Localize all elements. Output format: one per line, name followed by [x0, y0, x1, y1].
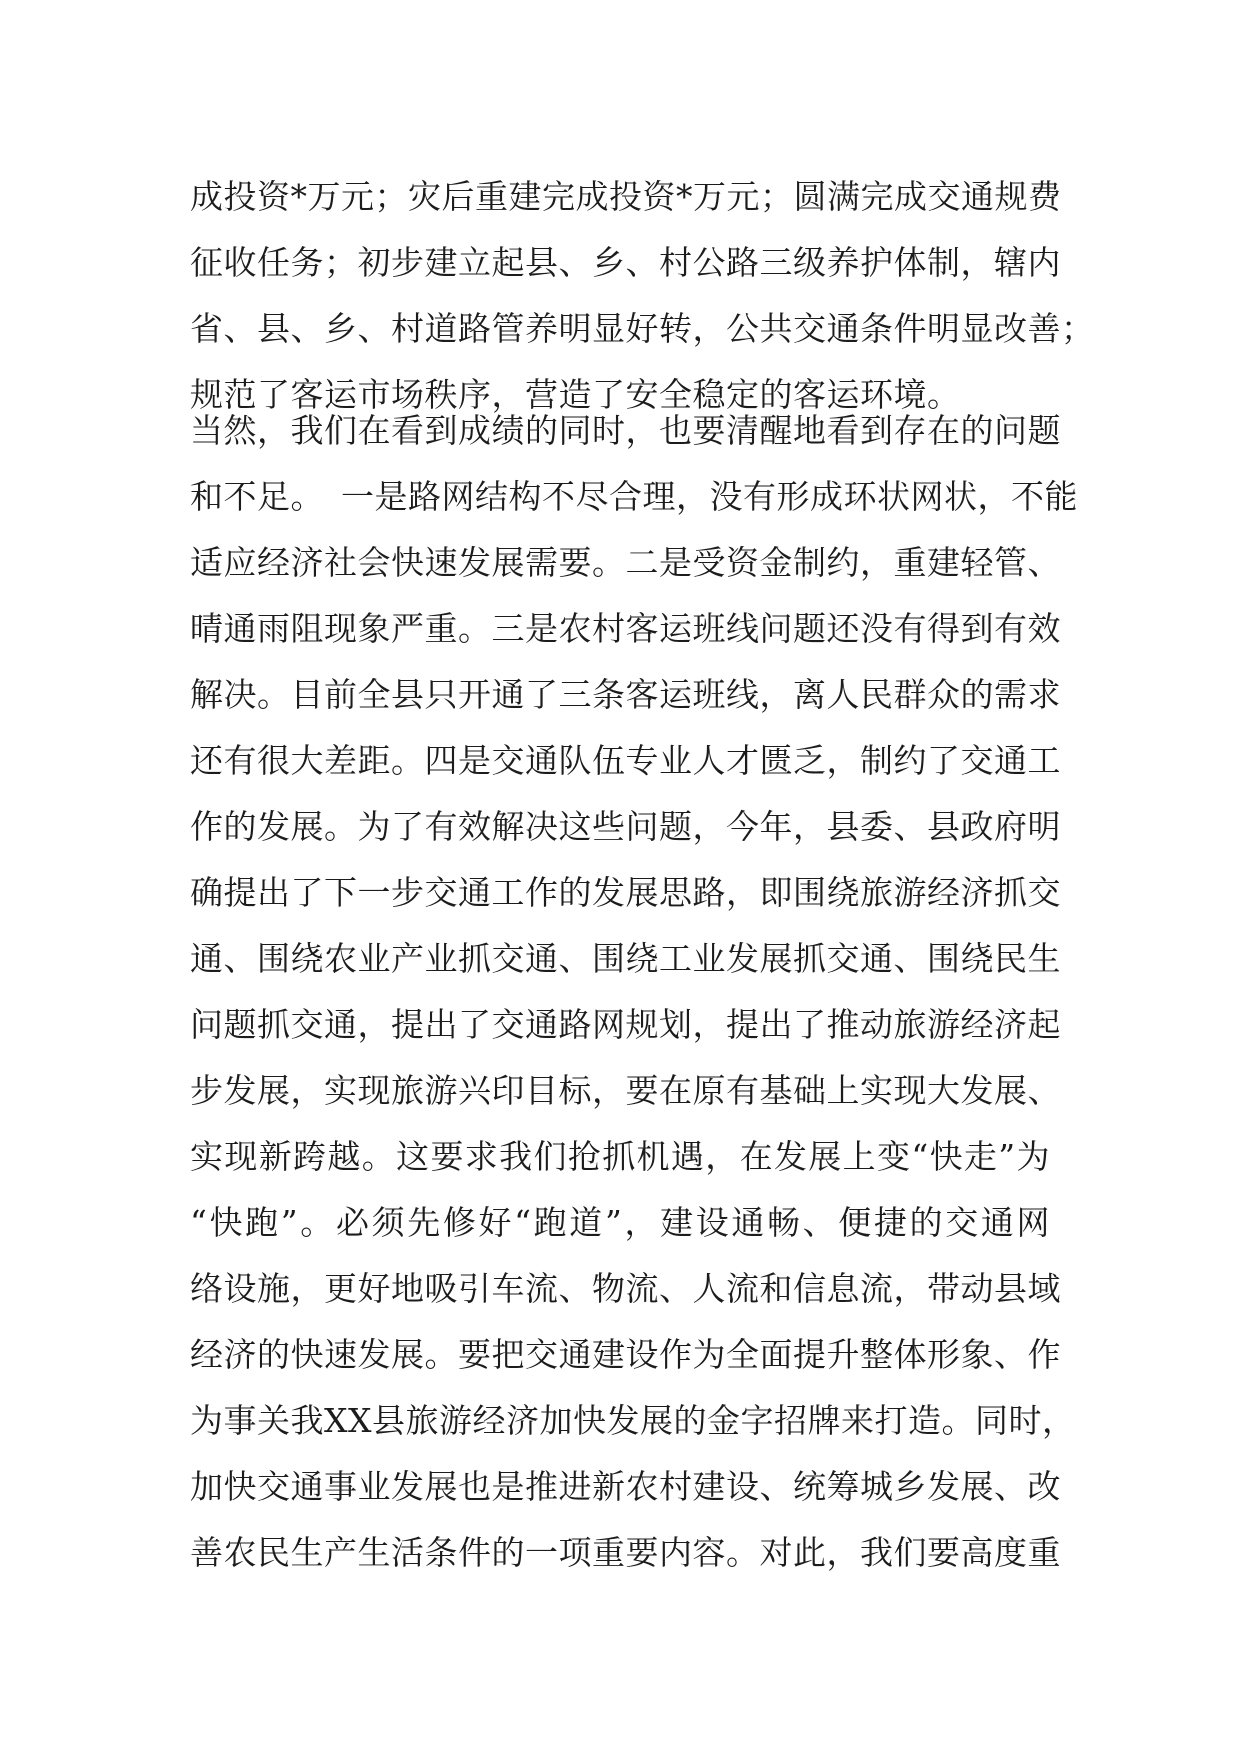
text-line: “快跑”。必须先修好“跑道”，建设通畅、便捷的交通网: [190, 1203, 1050, 1242]
text-line: 为事关我XX县旅游经济加快发展的金字招牌来打造。同时，: [190, 1401, 1076, 1440]
text-line: 解决。目前全县只开通了三条客运班线，离人民群众的需求: [190, 675, 1061, 714]
text-line: 省、县、乡、村道路管养明显好转，公共交通条件明显改善；: [190, 309, 1095, 348]
text-line: 适应经济社会快速发展需要。二是受资金制约，重建轻管、: [190, 543, 1061, 582]
text-line: 经济的快速发展。要把交通建设作为全面提升整体形象、作: [190, 1335, 1061, 1374]
text-line: 通、围绕农业产业抓交通、围绕工业发展抓交通、围绕民生: [190, 939, 1061, 978]
text-line: 成投资*万元；灾后重建完成投资*万元；圆满完成交通规费: [190, 177, 1062, 216]
text-line: 当然，我们在看到成绩的同时，也要清醒地看到存在的问题: [190, 411, 1061, 450]
text-line: 晴通雨阻现象严重。三是农村客运班线问题还没有得到有效: [190, 609, 1061, 648]
text-line: 善农民生产生活条件的一项重要内容。对此，我们要高度重: [190, 1533, 1061, 1572]
text-line: 规范了客运市场秩序，营造了安全稳定的客运环境。: [190, 375, 961, 414]
paragraph-problems: [190, 398, 1078, 1586]
text-line: 和不足。 一是路网结构不尽合理，没有形成环状网状，不能: [190, 477, 1078, 516]
text-line: 还有很大差距。四是交通队伍专业人才匮乏，制约了交通工: [190, 741, 1061, 780]
text-line: 络设施，更好地吸引车流、物流、人流和信息流，带动县域: [190, 1269, 1061, 1308]
paragraph-achievements: [190, 164, 1095, 428]
text-line: 确提出了下一步交通工作的发展思路，即围绕旅游经济抓交: [190, 873, 1061, 912]
text-line: 问题抓交通，提出了交通路网规划，提出了推动旅游经济起: [190, 1005, 1061, 1044]
text-line: 作的发展。为了有效解决这些问题，今年，县委、县政府明: [190, 807, 1061, 846]
text-line: 加快交通事业发展也是推进新农村建设、统筹城乡发展、改: [190, 1467, 1061, 1506]
text-line: 步发展，实现旅游兴印目标，要在原有基础上实现大发展、: [190, 1071, 1061, 1110]
text-line: 实现新跨越。这要求我们抢抓机遇，在发展上变“快走”为: [190, 1137, 1050, 1176]
text-line: 征收任务；初步建立起县、乡、村公路三级养护体制，辖内: [190, 243, 1061, 282]
